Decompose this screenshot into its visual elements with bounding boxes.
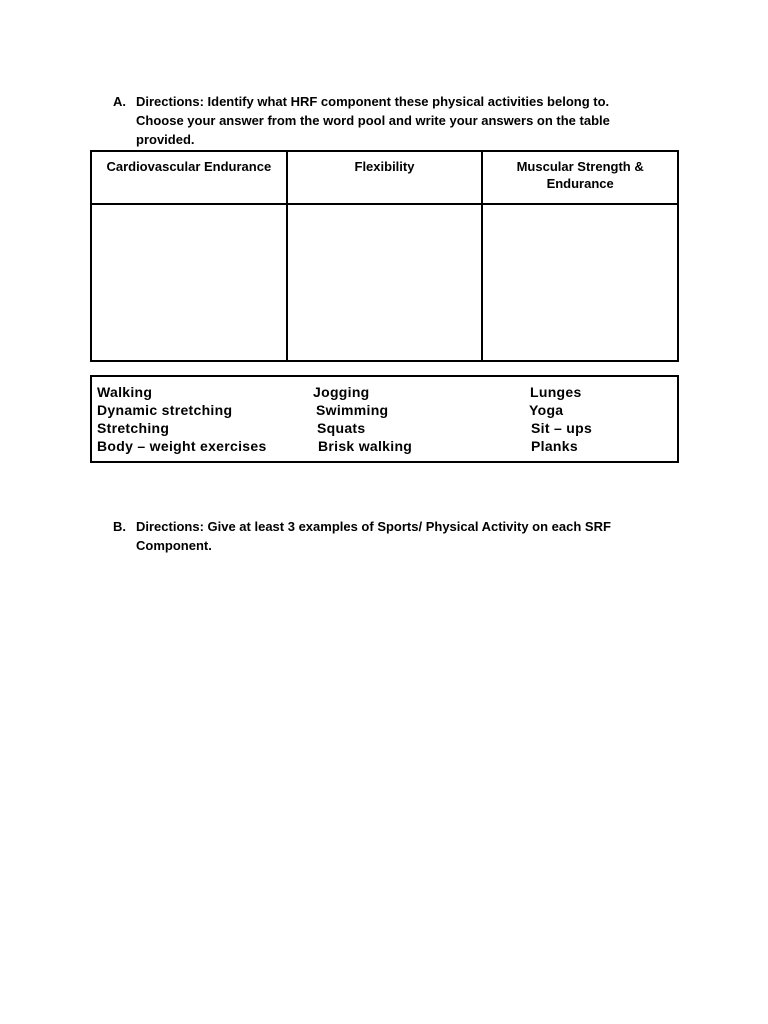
word-pool-item: Swimming [316,402,389,418]
word-pool-item: Sit – ups [531,420,593,436]
directions-b-text-1: Directions: Give at least 3 examples of Sports/ Physical Activity on each SRF [136,519,611,534]
directions-a-line-3 [113,130,673,149]
header-flexibility: Flexibility [287,151,483,204]
word-pool-item: Walking [97,384,153,400]
word-pool-item: Dynamic stretching [97,402,233,418]
answer-cell-flexibility[interactable] [287,204,483,361]
directions-b-line-1 [113,517,673,536]
item-letter-a: A. [113,94,126,109]
directions-a-line-2 [113,111,673,130]
directions-b [113,517,673,555]
directions-a-line-1 [113,92,673,111]
directions-a-text-3: provided. [136,132,195,147]
item-letter-b: B. [113,519,126,534]
directions-b-line-2 [113,536,673,555]
directions-b-text-2: Component. [136,538,212,553]
word-pool-item: Stretching [97,420,170,436]
answer-cell-muscular-strength-endurance[interactable] [482,204,678,361]
word-pool-item: Planks [531,438,578,454]
answer-cell-cardiovascular-endurance[interactable] [91,204,287,361]
word-pool-item: Jogging [313,384,370,400]
table-answer-row [91,204,678,361]
word-pool-box [90,375,679,463]
header-cardiovascular-endurance: Cardiovascular Endurance [91,151,287,204]
word-pool-item: Yoga [529,402,564,418]
word-pool-item: Body – weight exercises [97,438,267,454]
directions-a-text-2: Choose your answer from the word pool and write your answers on the table [136,113,610,128]
word-pool-item: Brisk walking [318,438,413,454]
directions-a [113,92,673,149]
hrf-answer-table [90,150,679,362]
word-pool-item: Squats [317,420,366,436]
word-pool-item: Lunges [530,384,582,400]
header-muscular-strength-endurance: Muscular Strength & Endurance [482,151,678,204]
table-header-row [91,151,678,204]
directions-a-text-1: Directions: Identify what HRF component these physical activities belong to. [136,94,610,109]
